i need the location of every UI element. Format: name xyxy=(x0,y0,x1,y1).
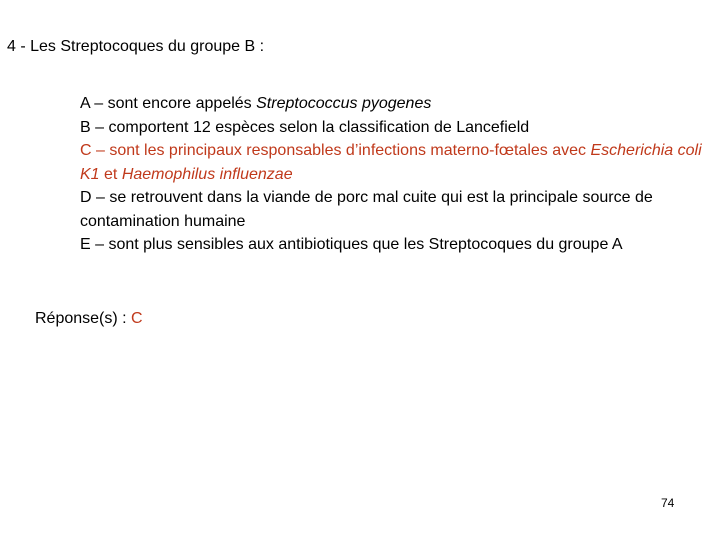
option-c-italic-1: Escherichia coli K1 xyxy=(80,142,702,183)
options-list xyxy=(80,92,716,257)
answer-line xyxy=(35,308,143,330)
option-a-text: A – sont encore appelés xyxy=(80,95,257,112)
option-d-text: D – se retrouvent dans la viande de porc mal cuite qui est la principale source de contamination humaine xyxy=(80,189,653,230)
option-a-italic: Streptococcus pyogenes xyxy=(256,95,432,112)
option-e-text: E – sont plus sensibles aux antibiotiques que les Streptocoques du groupe A xyxy=(80,236,623,253)
page-number: 74 xyxy=(661,496,675,510)
answer-value: C xyxy=(131,310,143,327)
option-c-italic-2: Haemophilus influenzae xyxy=(121,165,293,183)
option-d xyxy=(80,186,716,233)
option-b-text: B – comportent 12 espèces selon la classification de Lancefield xyxy=(80,118,530,136)
question-title: 4 - Les Streptocoques du groupe B : xyxy=(7,38,265,55)
option-b xyxy=(80,116,716,140)
option-c-text: C – sont les principaux responsables d’infections materno-fœtales avec xyxy=(80,142,591,159)
option-c-middle: et xyxy=(99,165,122,183)
option-c xyxy=(80,139,716,186)
answer-label: Réponse(s) : xyxy=(35,310,132,327)
option-a xyxy=(80,92,716,116)
option-e xyxy=(80,233,716,257)
